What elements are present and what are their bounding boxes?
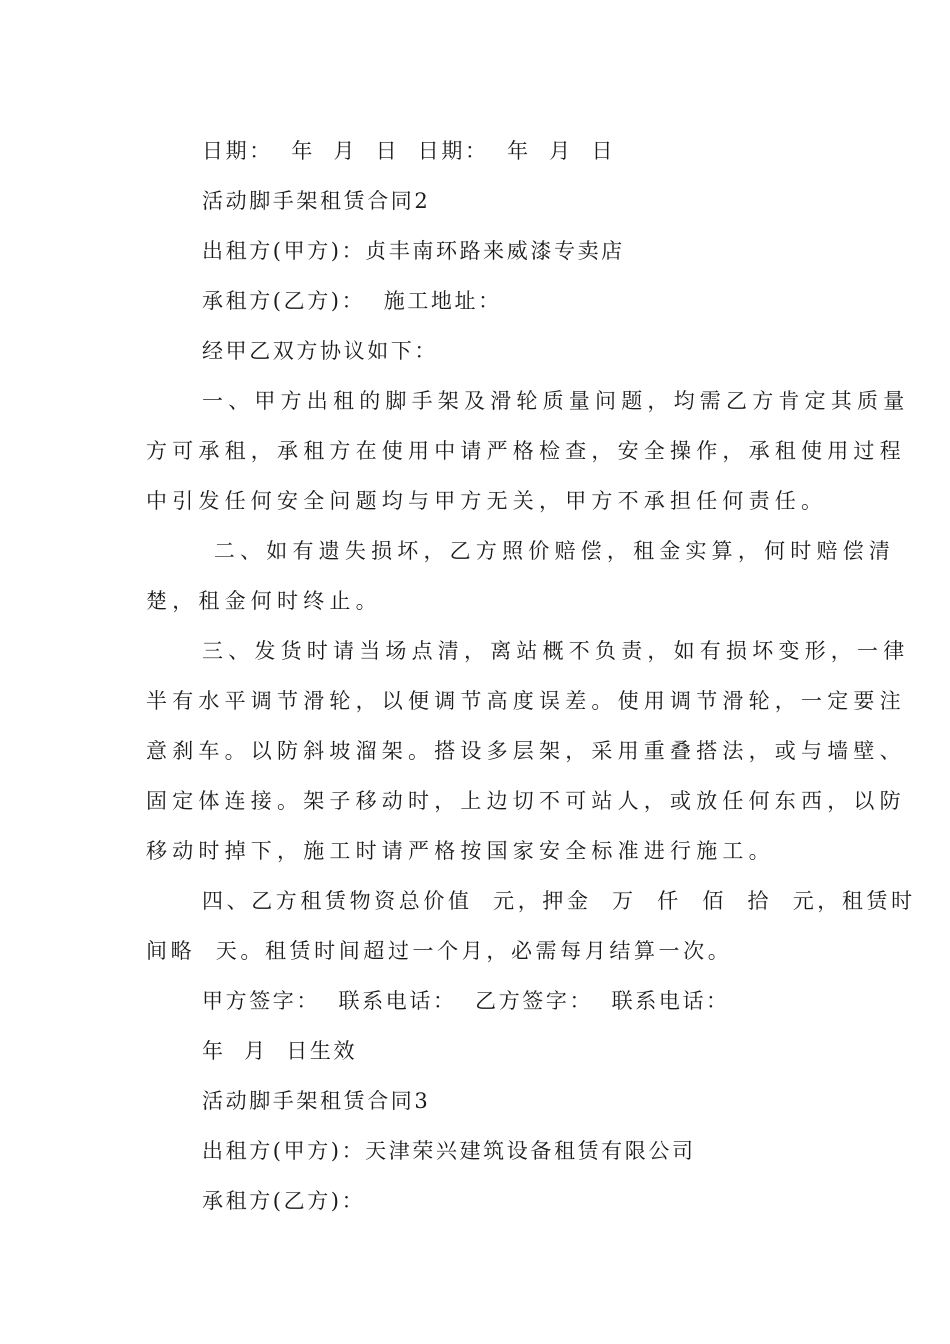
signature-line: 甲方签字： 联系电话： 乙方签字： 联系电话： (202, 989, 730, 1013)
effective-date-line: 年 月 日生效 (202, 1039, 358, 1063)
clause-3-line-5: 移动时掉下，施工时请严格按国家安全标准进行施工。 (146, 839, 775, 863)
clause-1-line-1: 一、甲方出租的脚手架及滑轮质量问题，均需乙方肯定其质量 (202, 389, 910, 413)
clause-3-line-1: 三、发货时请当场点清，离站概不负责，如有损坏变形，一律 (202, 639, 910, 663)
lessee-line-3: 承租方(乙方)： (202, 1189, 366, 1213)
clause-3-line-4: 固定体连接。架子移动时，上边切不可站人，或放任何东西，以防 (146, 789, 906, 813)
clause-4-line-1: 四、乙方租赁物资总价值 元，押金 万 仟 佰 拾 元，租赁时 (202, 889, 916, 913)
lessor-line-3: 出租方(甲方)：天津荣兴建筑设备租赁有限公司 (202, 1139, 696, 1163)
agreement-intro: 经甲乙双方协议如下： (202, 339, 438, 363)
contract-title-3: 活动脚手架租赁合同3 (202, 1089, 431, 1113)
clause-1-line-2: 方可承租，承租方在使用中请严格检查，安全操作，承租使用过程 (146, 439, 906, 463)
clause-3-line-3: 意刹车。以防斜坡溜架。搭设多层架，采用重叠搭法，或与墙壁、 (146, 739, 906, 763)
clause-2-line-2: 楚，租金何时终止。 (146, 589, 382, 613)
clause-4-line-2: 间略 天。租赁时间超过一个月，必需每月结算一次。 (146, 939, 733, 963)
lessee-line: 承租方(乙方)： 施工地址： (202, 289, 502, 313)
date-line: 日期： 年 月 日 日期： 年 月 日 (202, 139, 616, 163)
lessor-line: 出租方(甲方)：贞丰南环路来威漆专卖店 (202, 239, 625, 263)
clause-3-line-2: 半有水平调节滑轮，以便调节高度误差。使用调节滑轮，一定要注 (146, 689, 906, 713)
contract-title-2: 活动脚手架租赁合同2 (202, 189, 431, 213)
clause-2-line-1: 二、如有遗失损坏，乙方照价赔偿，租金实算，何时赔偿清 (202, 539, 896, 563)
clause-1-line-3: 中引发任何安全问题均与甲方无关，甲方不承担任何责任。 (146, 489, 828, 513)
